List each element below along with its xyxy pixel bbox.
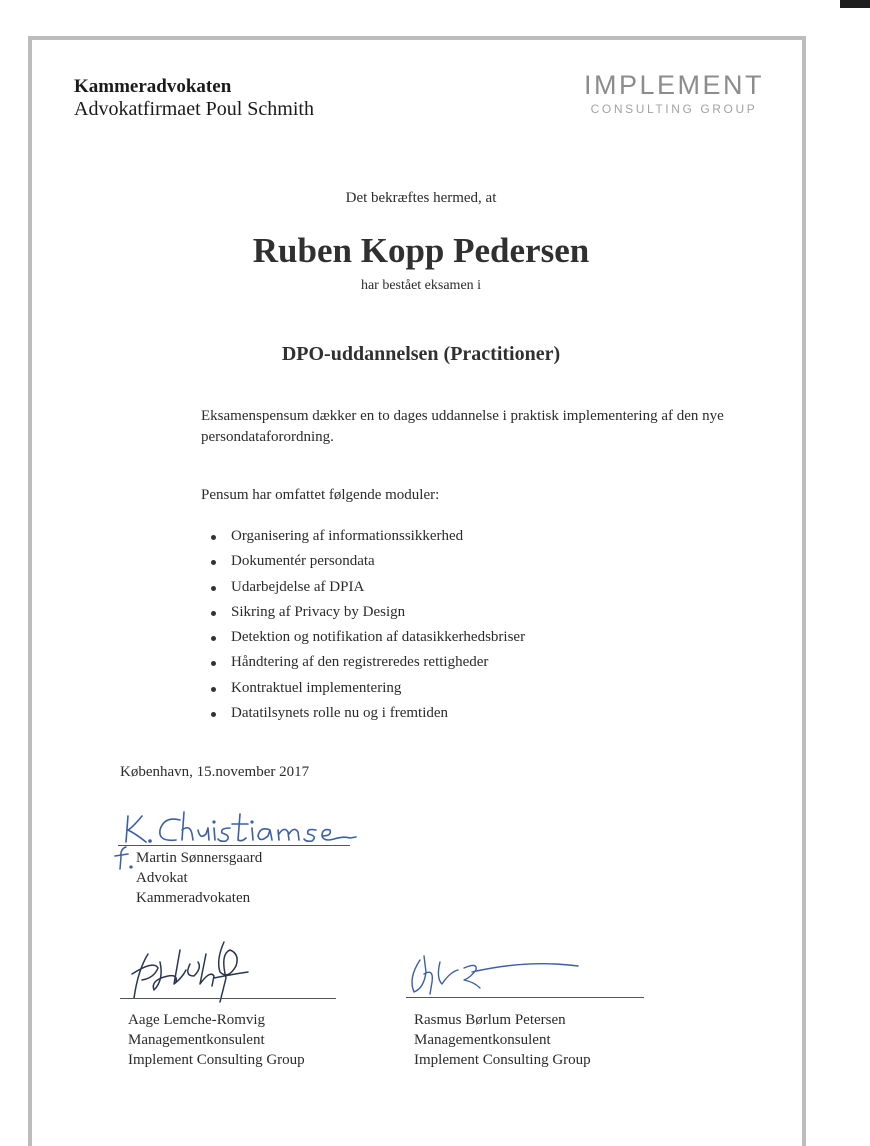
scan-edge-shadow <box>840 0 870 8</box>
course-description: Eksamenspensum dækker en to dages uddannelse i praktisk implementering af den nye persondataforordning. <box>201 408 724 445</box>
signature-rasmus-borlum-petersen <box>406 948 586 1000</box>
recipient-name: Ruben Kopp Pedersen <box>252 231 590 270</box>
signature-aage-lemche-romvig <box>124 940 254 1004</box>
signature-k-christiansen <box>122 806 362 850</box>
modules-list <box>207 524 525 726</box>
signatory-name: Rasmus Børlum Petersen <box>414 1012 566 1028</box>
signature-line <box>406 997 644 998</box>
list-item: Detektion og notifikation af datasikkerhedsbriser <box>207 625 525 650</box>
list-item: Håndtering af den registreredes rettigheder <box>207 650 525 675</box>
passed-text: har bestået eksamen i <box>360 278 482 293</box>
issuer-firm: Advokatfirmaet Poul Schmith <box>74 98 314 120</box>
certificate-intro: Det bekræftes hermed, at <box>345 190 497 206</box>
signatory-name: Aage Lemche-Romvig <box>128 1012 266 1028</box>
signature-line <box>120 998 336 999</box>
place-and-date: København, 15.november 2017 <box>120 764 310 780</box>
signatory-organization: Implement Consulting Group <box>414 1052 591 1068</box>
list-item: Dokumentér persondata <box>207 549 525 574</box>
issuer-name: Kammeradvokaten <box>74 76 232 97</box>
signatory-title: Managementkonsulent <box>414 1032 551 1048</box>
list-item: Datatilsynets rolle nu og i fremtiden <box>207 701 525 726</box>
signatory-title: Advokat <box>136 870 188 886</box>
on-behalf-mark <box>112 845 136 871</box>
signatory-name: Martin Sønnersgaard <box>136 850 263 866</box>
list-item: Kontraktuel implementering <box>207 676 525 701</box>
list-item: Sikring af Privacy by Design <box>207 600 525 625</box>
course-title: DPO-uddannelsen (Practitioner) <box>281 343 561 365</box>
signatory-title: Managementkonsulent <box>128 1032 265 1048</box>
list-item: Udarbejdelse af DPIA <box>207 575 525 600</box>
implement-logo: IMPLEMENT <box>583 70 765 100</box>
implement-logo-subtitle: CONSULTING GROUP <box>590 102 758 116</box>
list-item: Organisering af informationssikkerhed <box>207 524 525 549</box>
certificate-page <box>28 36 806 1146</box>
signatory-organization: Implement Consulting Group <box>128 1052 305 1068</box>
signature-line <box>118 845 350 846</box>
modules-heading: Pensum har omfattet følgende moduler: <box>201 487 440 503</box>
signatory-organization: Kammeradvokaten <box>136 890 251 906</box>
